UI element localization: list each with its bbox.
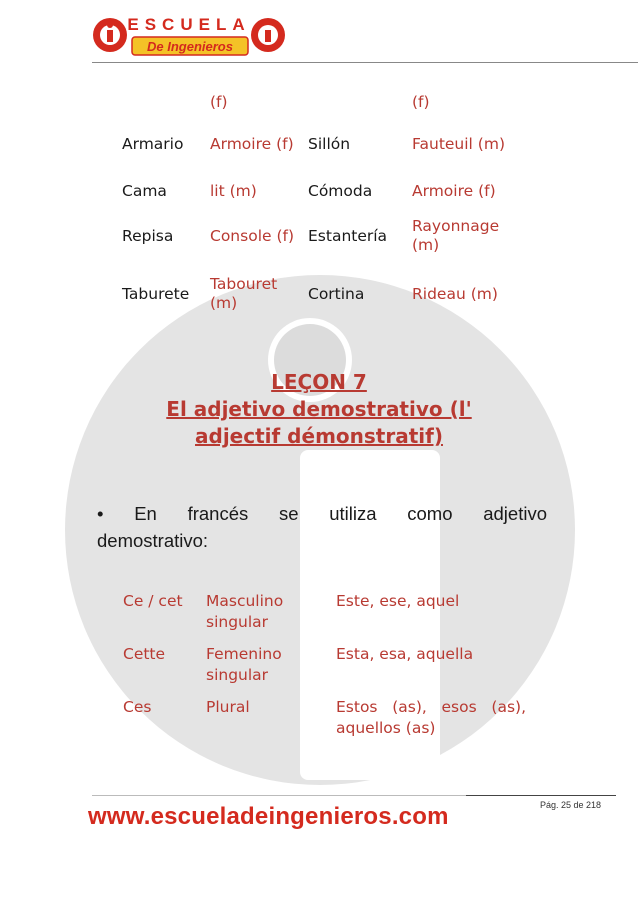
table-row: [120, 265, 524, 323]
bullet-paragraph: [97, 500, 547, 554]
lesson-title-line2: adjectif démonstratif): [195, 424, 443, 448]
bullet-word: En: [134, 503, 157, 524]
bullet-word: utiliza: [329, 503, 377, 524]
table-cell: Tabouret (m): [210, 275, 278, 312]
header-divider: [92, 62, 638, 63]
logo-text-ingenieros: De Ingenieros: [147, 39, 233, 54]
lesson-title-line1: El adjetivo demostrativo (l': [166, 397, 472, 421]
table-cell: Estantería: [308, 226, 388, 245]
table-row: [123, 697, 526, 747]
dem-type: Plural: [206, 698, 250, 716]
table-cell: Fauteuil (m): [412, 134, 505, 153]
table-cell: Cómoda: [308, 181, 373, 200]
table-cell: Cortina: [308, 284, 365, 303]
dem-type: Masculino singular: [206, 592, 284, 631]
table-cell: Rideau (m): [412, 284, 498, 303]
table-row: [120, 91, 524, 113]
table-cell: (f): [412, 92, 430, 111]
demonstratives-table: [123, 591, 526, 747]
table-cell: Armario: [122, 134, 184, 153]
page-number: Pág. 25 de 218: [540, 800, 602, 810]
table-cell: lit (m): [210, 181, 257, 200]
dem-type: Femenino singular: [206, 645, 282, 684]
table-row: [123, 644, 526, 697]
dem-form: Ce / cet: [123, 592, 183, 610]
table-cell: Armoire (f): [412, 181, 496, 200]
logo-text-escuela: ESCUELA: [127, 15, 251, 34]
table-cell: Sillón: [308, 134, 351, 153]
dem-meaning: Esta, esa, aquella: [336, 645, 474, 663]
footer-divider-dark: [466, 795, 616, 796]
bullet-word: adjetivo: [483, 503, 547, 524]
table-cell: (f): [210, 92, 228, 111]
bullet-word: como: [407, 503, 453, 524]
escuela-logo: [92, 10, 292, 60]
bullet-word: se: [278, 503, 299, 524]
dem-meaning: Estos (as), esos (as), aquellos (as): [336, 698, 526, 737]
bullet-line2: demostrativo:: [97, 530, 209, 551]
footer-website-link[interactable]: www.escueladeingenieros.com: [88, 803, 449, 830]
lesson-heading: [0, 369, 638, 450]
table-cell: Rayonnage (m): [412, 217, 500, 254]
bullet-symbol: •: [97, 503, 104, 524]
lesson-number: LEÇON 7: [271, 370, 367, 394]
table-row: [120, 175, 524, 207]
bullet-word: francés: [187, 503, 249, 524]
footer-divider-light: [92, 795, 466, 796]
table-cell: Taburete: [122, 284, 190, 303]
table-cell: Repisa: [122, 226, 174, 245]
table-cell: Armoire (f): [210, 134, 294, 153]
dem-meaning: Este, ese, aquel: [336, 592, 460, 610]
table-row: [123, 591, 526, 644]
table-cell: Cama: [122, 181, 167, 200]
table-cell: [306, 91, 410, 113]
dem-form: Ces: [123, 698, 152, 716]
table-cell: Console (f): [210, 226, 295, 245]
dem-form: Cette: [123, 645, 166, 663]
vocab-table: [120, 91, 524, 323]
table-row: [120, 207, 524, 265]
table-cell: [120, 91, 208, 113]
table-row: [120, 113, 524, 175]
